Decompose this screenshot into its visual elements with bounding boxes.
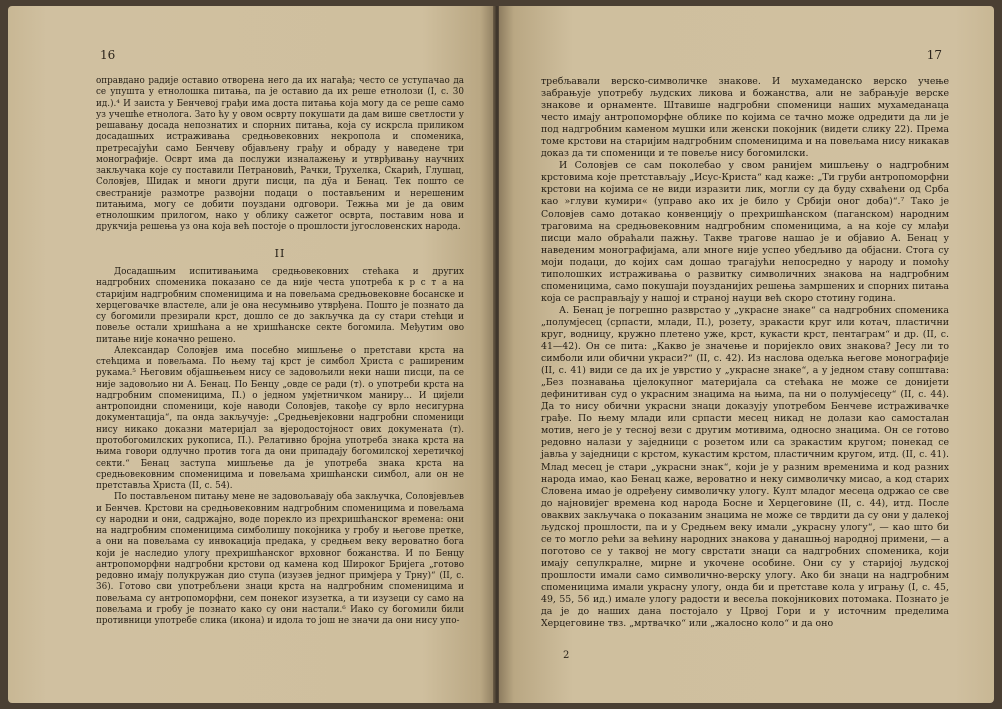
- left-paragraph-1: оправдано радије оставио отворена него да их нагађа; често се уступачао да се упушта у етнолошка питања, па је оставио да их реше етнолози (I, с. 30 ид.).⁴ И заиста у Бенчевој грађи има доста питања која могу да се реше само уз учешће етнолога. Зато ћу у овом осврту покушати да дам више светлости у решавању досада непознатих и спорних питања, која су искрсла приликом досадашњих истраживања средњовековних некропола и споменика, претресајући само Бенчеву објављену грађу и обраду у наведене три монографије. Осврт има да послужи изналажењу и утврђивању научних закључака које су поставили Петрановић, Рачки, Трухелка, Скарић, Глушац, Соловјев, Шидак и многи други писци, па дӯа и Бенац. Тек пошто се свестраније размотре развојни подаци о постављеним и нерешеним питањима, могу се добити поуздани одговори. Тежња ми је да овим етнолошким прилогом, нако у облику сажетог осврта, поставим нова и друкчија решења уз она која већ постоје о прошлости југословенских народа.: [96, 76, 464, 233]
- left-paragraph-2: Досадашњим испитивањима средњовековних стећака и других надгробних споменика показано се да није честа употреба к р с т а на старијим надгробним споменицима и на повељама средњовековне босанске и херцеговачке властеле, али је она несумњиво утврђена. Пошто је познато да су богомили презирали крст, дошло се до закључка да су стари стећци и повеље остали хришћана а не хришћанске секте богомила. Међутим ово питање није коначно решено.: [96, 266, 464, 345]
- left-paragraph-3: Александар Соловјев има посебно мишљење о претстави крста на стећцима и повељама. По њему тај крст је симбол Христа с раширеним рукама.⁵ Његовим објашњењем нису се задовољили неки наши писци, па се није задовољио ни А. Бенац. По Бенцу „овде се ради (т). о употреби крста на надгробним споменицима, П.) о једном умјетничком маниру... И цијели антропоидни споменици, које наводи Соловјев, такође су врло несигурна документација“, па онда закључује: „Средњевјековни надгробни споменици нису никако доказни материјал за вјеродостојност ових докумената (т). протобогомилских рукописа, П.). Релативно бројна употреба знака крста на њима говори одлучно против тога да они припадају богомилској херетичкој секти.“ Бенац заступа мишљење да је употреба знака крста на средњовековним споменицима и повељама хришћански симбол, али он не претставља Христа (II, с. 54).: [96, 345, 464, 492]
- page-number-left: 16: [100, 48, 116, 62]
- right-paragraph-2: И Соловјев се сам поколебао у свом ранијем мишљењу о надгробним крстовима које претстављају „Исус-Криста“ кад каже: „Ти груби антропоморфни крстови на којима се не види изразити лик, могли су да буду схваћени од Срба као »глуви кумири« (управо ако их је било у Србији оног доба)“.⁷ Тако је Соловјев само дотакао конвенцију о прехришћанском (паганском) народним траговима на средњовековним надгробним споменицима, а на које су млађи писци мало обраћали пажњу. Такве трагове нашао је и објавио А. Бенац у наведеним монографијама, али многе није успео убедљиво да објасни. Стога су моји подаци, до којих сам дошао трагајући непосредно у народу и помоћу типолошких истраживања о развитку символичних знакова на надгробним споменицима, само покушаји поузданијих решења замршених и спорних питања која се расправљају у нашој и страној науци већ скоро стотину година.: [541, 160, 949, 304]
- left-page-body: [96, 76, 464, 627]
- right-page: [499, 6, 994, 703]
- left-page: [8, 6, 495, 703]
- right-paragraph-3: А. Бенац је погрешно разврстао у „украсне знаке“ са надгробних споменика „полумјесец (српасти, млади, П.), розету, зракасти круг или котач, пластични круг, водницу, кружно плетено уже, крст, кукасти крст, пентаграм“ и др. (II, с. 41—42). Он се пита: „Какво је значење и поријекло ових знакова? Јесу ли то симболи или обични украси?“ (II, с. 42). Из наслова одељка његове монографије (II, с. 41) види се да их је уврстио у „украсне знаке“, а у једном ставу сопштава: „Без познавања цјелокупног материјала са стећака не може се донијети дефинитиван суд о украсним знацима на њима, па ни о полумјесецу“ (II, с. 44). Да то нису обични украсни знаци доказују употребом Бенчеве истраживачке грађе. По њему млади или српасти месец никад не долази као самосталан мотив, него је у тесној вези с другим мотивима, односно знацима. Он се готово редовно налази у заједници с розетом или са зракастим кругом; понекад се јавља у заједници с крстом, кукастим крстом, пластичним кругом, итд. (II, с. 41). Млад месец је стари „украсни знак“, који је у разним временима и код разних народа имао, као Бенац каже, вероватно и неку символичку мисао, а код старих Словена имао је одређену символичку улогу. Култ младог месеца одржао се све до најновијег времена код народа Босне и Херцеговине (II, с. 44), итд. После оваквих закључака о показаним знацима не може се тврдити да су они у далекој људској прошлости, па и у Средњем веку имали „украсну улогу“, — као што би се то могло рећи за већину народних знакова у данашњој народној примени, — а поготово се у таквој не могу сврстати знаци са надгробних споменика, који имају сепулкралне, мирне и укочене особине. Они су у старијој људској прошлости имали само символично-верску улогу. Ако би знаци на надгробним споменицима имали украсну улогу, онда би и претставе кола у игрању (I, с. 45, 49, 55, 56 ид.) имале улогу радости и весеља покојникових потомака. Познато је да је до наших дана постојало у Црвој Гори и у источним пределима Херцеговине твз. „мртвачко“ или „жалосно коло“ и да оно: [541, 304, 949, 630]
- page-number-right: 17: [926, 48, 942, 62]
- signature-mark: 2: [563, 650, 570, 661]
- left-paragraph-4: По постављеном питању мене не задовољавају оба закључка, Соловјевљев и Бенчев. Крстови на средњовековним надгробним споменицима и повељама су народни и они, садржајно, воде порекло из прехришћанског времена: они на надгробним споменицима симболишу покојника у гробу и његове претке, а они на повељама су инвокација предака, у средњем веку вероватно бога који је наследио улогу прехришћанског врховног божанства. И по Бенцу антропоморфни надгробни крстови од камена код Широког Бријега „готово редовно имају полукружан дио ступа (изузев једног примјера у Трну)“ (II, с. 36). Готово сви употребљени знаци крста на надгробним споменицима и повељама су антропоморфни, сем понеког изузетка, а ти изузеци су само на повељама и гробу је познато како су они настали.⁶ Иако су богомили били противници употребе слика (икона) и идола то још не значи да они нису упо-: [96, 492, 464, 627]
- right-page-body: [541, 76, 949, 630]
- section-heading: II: [274, 246, 286, 260]
- right-paragraph-1: требљавали верско-символичке знакове. И мухамеданско верско учење забрањује употребу људских ликова и божанства, али не забрањује верске знакове и орнаменте. Штавише надгробни споменици наших мухамеданаца често имају антропоморфне облике по којима се тачно може одредити да ли је под надгробним каменом мушки или женски покојник (видети слику 22). Према томе крстови на старијим надгробним споменицима и на повељама нису никакав доказ да ти споменици и те повеље нису богомилски.: [541, 76, 949, 160]
